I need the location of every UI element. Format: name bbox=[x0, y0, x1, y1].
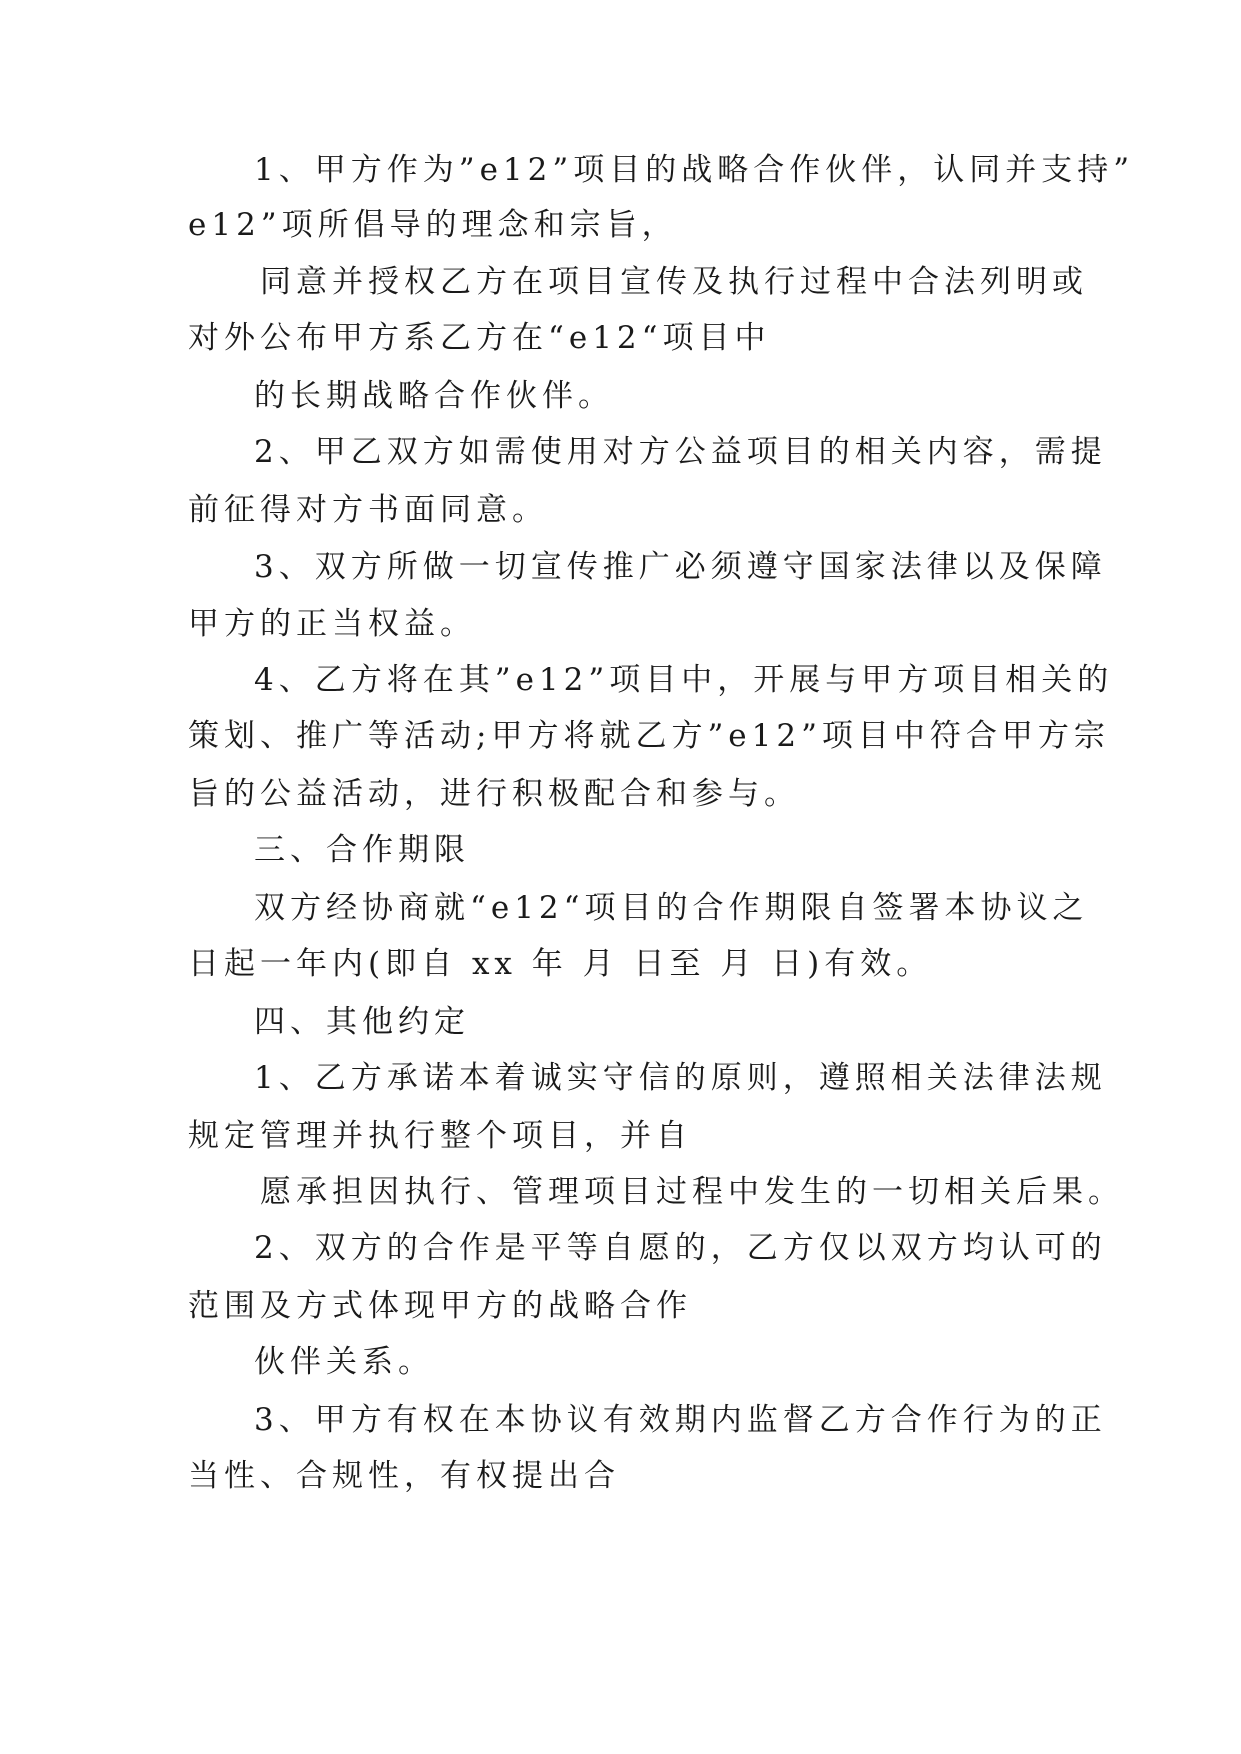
text-line: 伙伴关系。 bbox=[254, 1344, 434, 1380]
text-line: e12”项所倡导的理念和宗旨， bbox=[188, 207, 678, 243]
text-line: 对外公布甲方系乙方在“e12“项目中 bbox=[188, 320, 771, 356]
text-line: 4、乙方将在其”e12”项目中，开展与甲方项目相关的 bbox=[254, 662, 1114, 698]
text-line: 3、双方所做一切宣传推广必须遵守国家法律以及保障 bbox=[254, 549, 1107, 585]
text-line: 1、甲方作为”e12”项目的战略合作伙伴，认同并支持” bbox=[254, 152, 1135, 188]
text-line: 范围及方式体现甲方的战略合作 bbox=[188, 1288, 692, 1324]
text-line: 策划、推广等活动;甲方将就乙方”e12”项目中符合甲方宗 bbox=[188, 718, 1110, 754]
text-line: 同意并授权乙方在项目宣传及执行过程中合法列明或 bbox=[260, 264, 1088, 300]
text-line: 双方经协商就“e12“项目的合作期限自签署本协议之 bbox=[254, 890, 1089, 926]
text-line: 的长期战略合作伙伴。 bbox=[254, 378, 614, 414]
text-line: 甲方的正当权益。 bbox=[188, 606, 476, 642]
text-line: 愿承担因执行、管理项目过程中发生的一切相关后果。 bbox=[260, 1174, 1124, 1210]
text-line: 2、甲乙双方如需使用对方公益项目的相关内容，需提 bbox=[254, 434, 1107, 470]
text-line: 1、乙方承诺本着诚实守信的原则，遵照相关法律法规 bbox=[254, 1060, 1107, 1096]
section-heading: 四、其他约定 bbox=[254, 1004, 470, 1040]
text-line: 规定管理并执行整个项目，并自 bbox=[188, 1118, 692, 1154]
text-line: 2、双方的合作是平等自愿的，乙方仅以双方均认可的 bbox=[254, 1230, 1107, 1266]
text-line: 日起一年内(即自 xx 年 月 日至 月 日)有效。 bbox=[188, 946, 933, 982]
section-heading: 三、合作期限 bbox=[254, 832, 470, 868]
text-line: 前征得对方书面同意。 bbox=[188, 492, 548, 528]
text-line: 3、甲方有权在本协议有效期内监督乙方合作行为的正 bbox=[254, 1402, 1107, 1438]
text-line: 当性、合规性，有权提出合 bbox=[188, 1458, 620, 1494]
text-line: 旨的公益活动，进行积极配合和参与。 bbox=[188, 776, 800, 812]
